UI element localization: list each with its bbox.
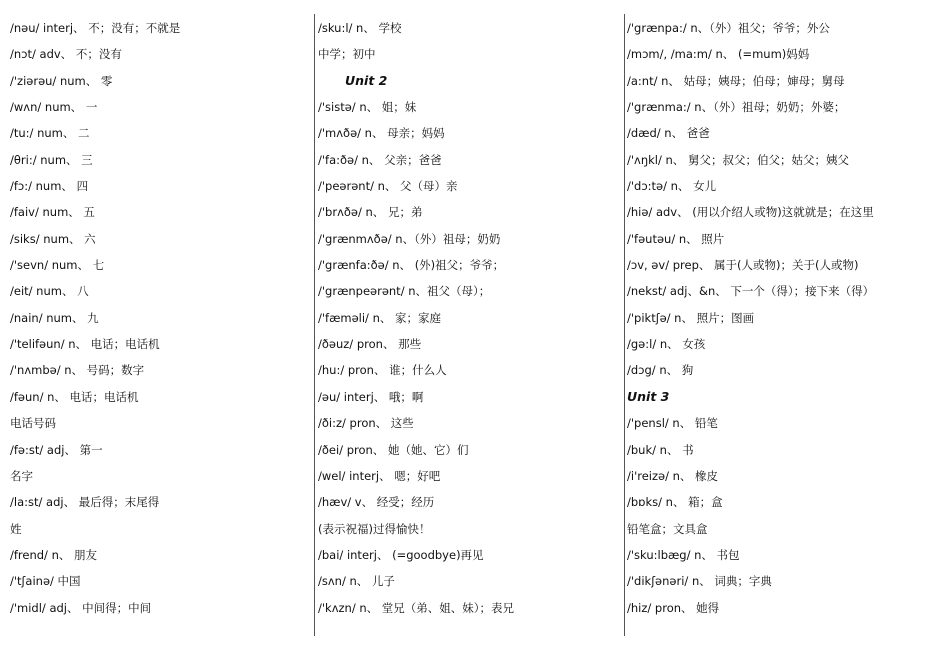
vocab-entry: /ɔv, əv/ prep、 属于(人或物)；关于(人或物) — [627, 258, 859, 273]
vocab-entry: /'dɔ:tə/ n、 女儿 — [627, 179, 717, 194]
vocab-entry: /nekst/ adj、&n、 下一个（得）；接下来（得） — [627, 284, 875, 299]
vocab-entry: /i'reizə/ n、 橡皮 — [627, 468, 719, 483]
vocab-entry: /ðəuz/ pron、 那些 — [318, 337, 422, 352]
vocab-entry: /nain/ num、 九 — [10, 310, 99, 325]
vocab-entry: 中学；初中 — [318, 47, 376, 62]
vocab-entry: /dæd/ n、 爸爸 — [627, 126, 710, 141]
vocab-entry: /fə:st/ adj、 第一 — [10, 442, 103, 457]
vocab-entry: /'sistə/ n、 姐；妹 — [318, 100, 417, 115]
vocab-entry: /'grænpa:/ n、（外）祖父；爷爷；外公 — [627, 21, 830, 35]
vocab-entry: /sʌn/ n、 儿子 — [318, 574, 395, 589]
vocab-entry: /buk/ n、 书 — [627, 442, 694, 457]
vocab-entry: /'sku:lbæg/ n、 书包 — [627, 547, 740, 562]
vocab-entry: (表示祝福)过得愉快！ — [318, 521, 431, 536]
column-divider-1 — [314, 14, 315, 636]
vocab-entry: /'tʃainə/ 中国 — [10, 574, 81, 589]
vocab-entry: /'ʌŋkl/ n、 舅父；叔父；伯父；姑父；姨父 — [627, 152, 849, 167]
vocab-entry: 铅笔盒；文具盒 — [627, 521, 708, 536]
unit-heading: Unit 2 — [345, 72, 388, 88]
vocab-entry: /la:st/ adj、 最后得；末尾得 — [10, 495, 160, 510]
vocab-entry: /siks/ num、 六 — [10, 231, 96, 246]
vocab-entry: /'grænpeərənt/ n、祖父（母）； — [318, 284, 491, 299]
vocab-entry: /wel/ interj、 嗯；好吧 — [318, 468, 441, 483]
vocabulary-column-1 — [10, 15, 308, 621]
vocab-entry: /bɒks/ n、 箱；盒 — [627, 495, 723, 510]
vocab-entry: /əu/ interj、 哦；啊 — [318, 389, 424, 404]
vocab-entry: /ðei/ pron、 她（她、它）们 — [318, 442, 469, 457]
vocab-entry: /hiz/ pron、 她得 — [627, 600, 720, 615]
vocab-entry: /'grænma:/ n、（外）祖母；奶奶；外婆； — [627, 100, 846, 115]
vocab-entry: 名字 — [10, 468, 33, 483]
vocab-entry: /hiə/ adv、 (用以介绍人或物)这就就是；在这里 — [627, 205, 874, 220]
vocab-entry: /'grænmʌðə/ n、（外）祖母；奶奶 — [318, 231, 501, 246]
vocab-entry: /'ziərəu/ num、 零 — [10, 73, 113, 88]
vocab-entry: /'telifəun/ n、 电话；电话机 — [10, 337, 160, 352]
vocab-entry: /'mʌðə/ n、 母亲；妈妈 — [318, 126, 445, 141]
vocab-entry: /'midl/ adj、 中间得；中间 — [10, 600, 152, 615]
vocab-entry: 姓 — [10, 521, 22, 536]
vocab-entry: /'kʌzn/ n、 堂兄（弟、姐、妹）；表兄 — [318, 600, 515, 615]
vocab-entry: /fəun/ n、 电话；电话机 — [10, 389, 139, 404]
vocab-entry: /tu:/ num、 二 — [10, 126, 90, 141]
vocab-entry: /sku:l/ n、 学校 — [318, 21, 402, 35]
vocab-entry: /θri:/ num、 三 — [10, 152, 93, 167]
vocab-entry: /'dikʃənəri/ n、 词典；字典 — [627, 574, 772, 589]
vocab-entry: /hæv/ v、 经受；经历 — [318, 495, 435, 510]
vocab-entry: /'pensl/ n、 铅笔 — [627, 416, 718, 431]
vocab-entry: /'peərənt/ n、 父（母）亲 — [318, 179, 458, 194]
vocab-entry: /dɔg/ n、 狗 — [627, 363, 694, 378]
vocabulary-column-2 — [318, 15, 618, 621]
vocab-entry: /fɔ:/ num、 四 — [10, 179, 89, 194]
vocab-entry: /'brʌðə/ n、 兄；弟 — [318, 205, 423, 220]
vocab-entry: /'fəutəu/ n、 照片 — [627, 231, 725, 246]
vocab-entry: /'piktʃə/ n、 照片；图画 — [627, 310, 755, 325]
vocab-entry: /a:nt/ n、 姑母；姨母；伯母；婶母；舅母 — [627, 73, 845, 88]
vocabulary-column-3 — [627, 15, 945, 621]
vocab-entry: /mɔm/, /ma:m/ n、 (=mum)妈妈 — [627, 47, 810, 62]
vocab-entry: /'grænfa:ðə/ n、 (外)祖父；爷爷； — [318, 258, 505, 273]
vocab-entry: /hu:/ pron、 谁；什么人 — [318, 363, 447, 378]
vocab-entry: /faiv/ num、 五 — [10, 205, 95, 220]
vocab-entry: /eit/ num、 八 — [10, 284, 89, 299]
vocab-entry: /'fa:ðə/ n、 父亲；爸爸 — [318, 152, 442, 167]
vocab-entry: /nəu/ interj、 不；没有；不就是 — [10, 21, 181, 35]
column-divider-2 — [624, 14, 625, 636]
unit-heading: Unit 3 — [627, 388, 670, 404]
vocab-entry: 电话号码 — [10, 416, 56, 431]
vocab-entry: /'fæməli/ n、 家；家庭 — [318, 310, 442, 325]
vocab-entry: /gə:l/ n、 女孩 — [627, 337, 706, 352]
vocab-entry: /nɔt/ adv、 不；没有 — [10, 47, 122, 62]
vocab-entry: /bai/ interj、 (=goodbye)再见 — [318, 547, 484, 562]
vocab-entry: /wʌn/ num、 一 — [10, 100, 98, 115]
vocab-entry: /'sevn/ num、 七 — [10, 258, 105, 273]
vocab-entry: /frend/ n、 朋友 — [10, 547, 98, 562]
vocab-entry: /ði:z/ pron、 这些 — [318, 416, 414, 431]
vocab-entry: /'nʌmbə/ n、 号码；数字 — [10, 363, 145, 378]
